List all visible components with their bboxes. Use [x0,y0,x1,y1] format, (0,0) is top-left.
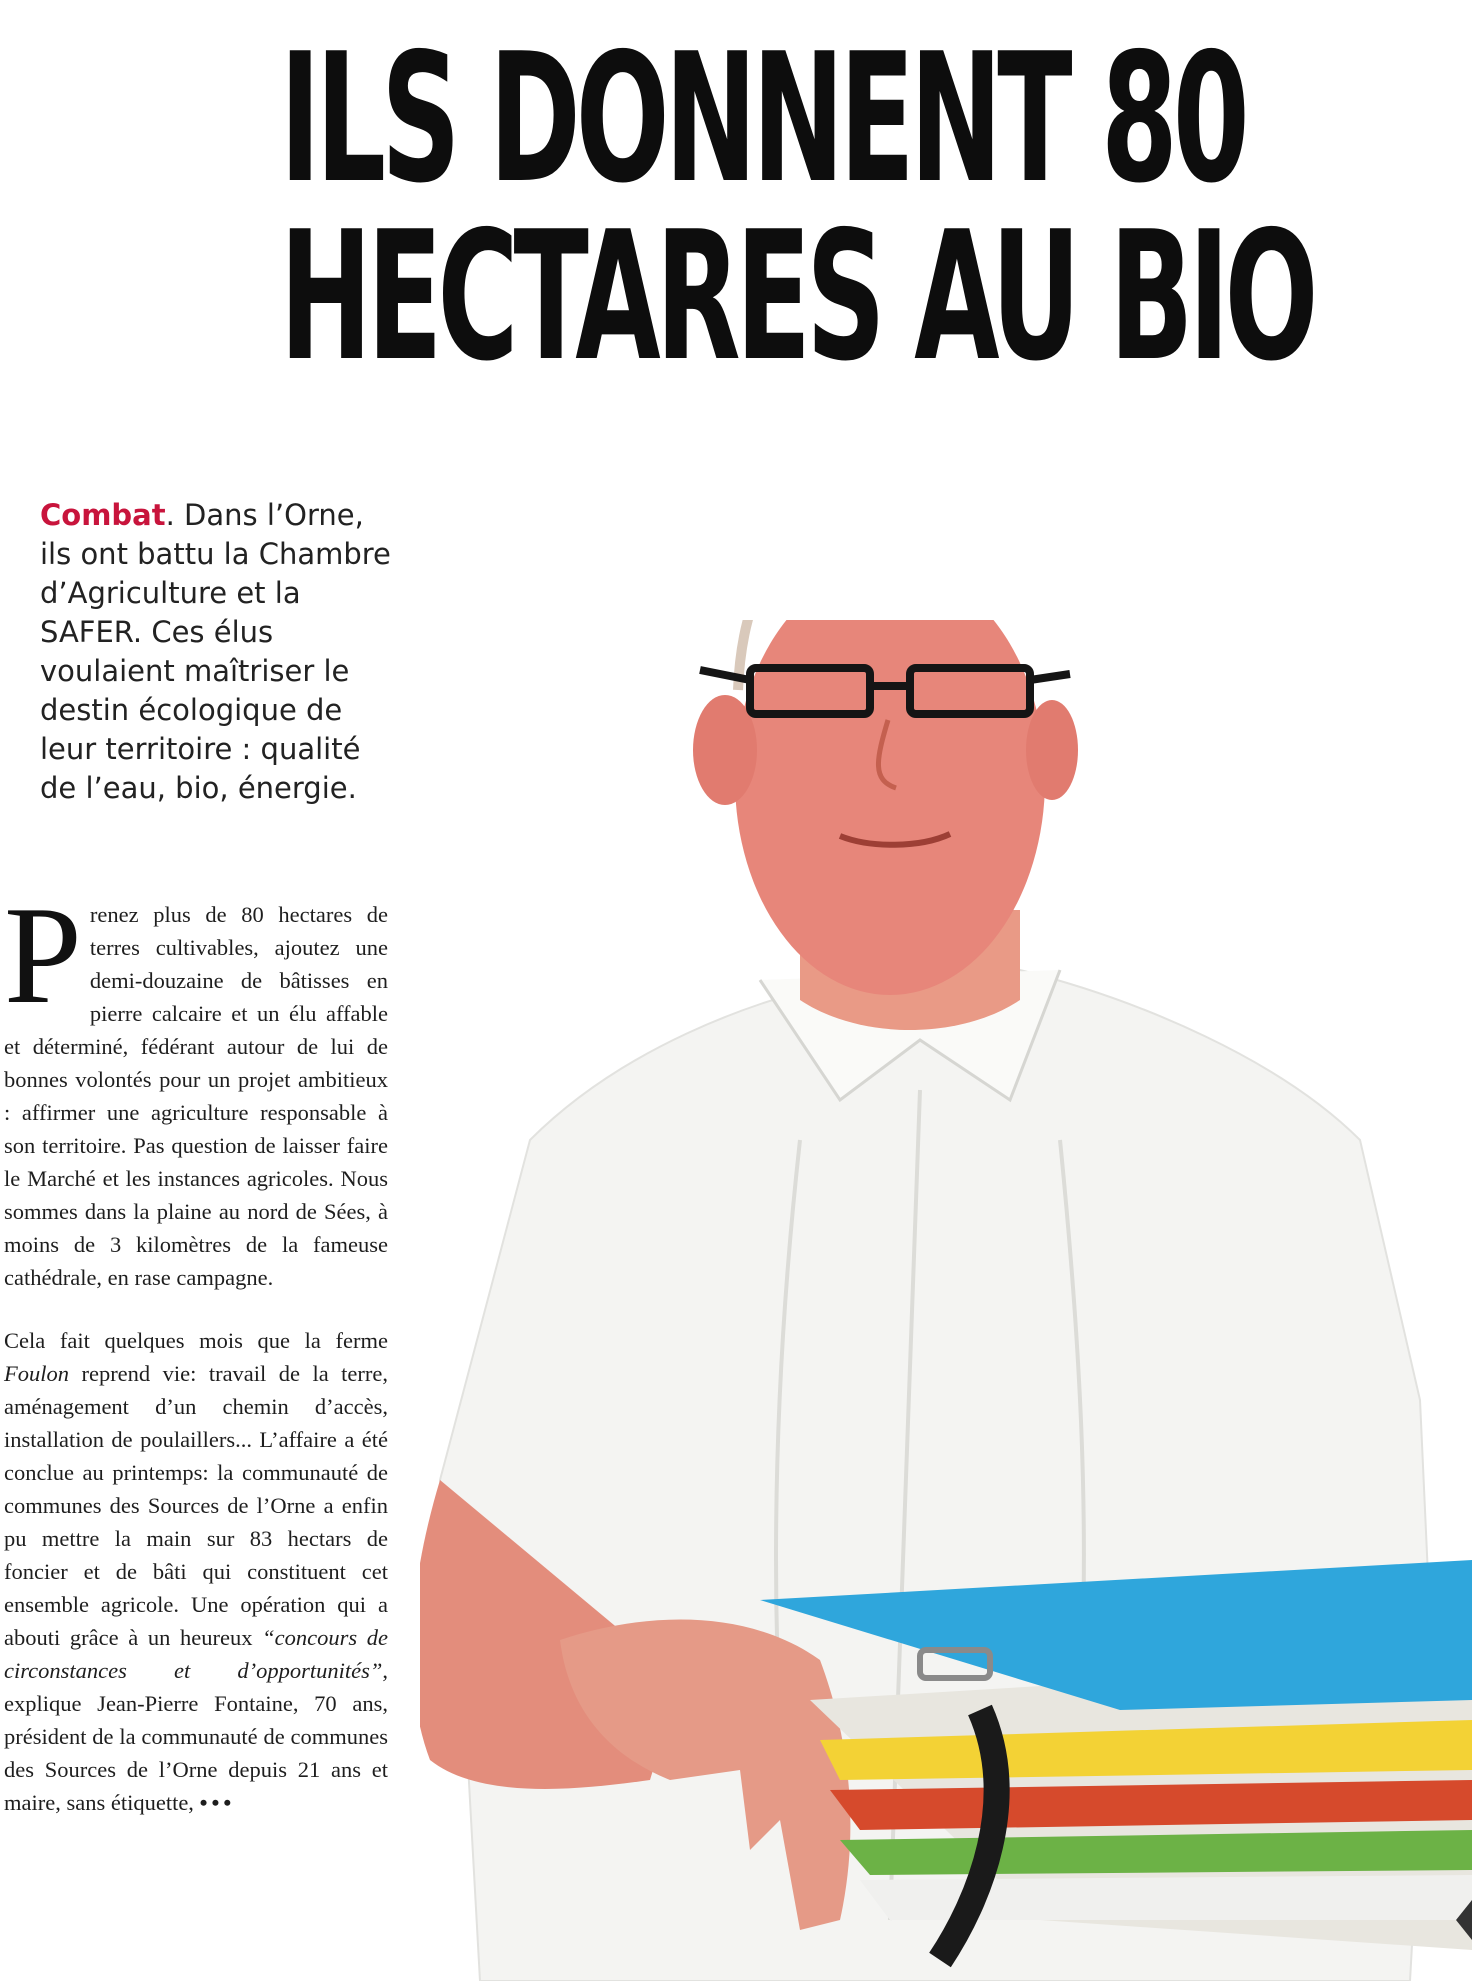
paragraph-2-text-c: , explique Jean-Pierre Fontaine, 70 ans, président de la communauté de communes des Sources de l’Orne depuis 21 ans et maire, sans étiquette, [4,1658,388,1815]
intro-lede [40,496,400,808]
paragraph-2 [4,1324,388,1819]
farm-name: Foulon [4,1361,69,1386]
paragraph-2-text-b: reprend vie: travail de la terre, aménagement d’un chemin d’accès, installation de poulaillers... L’affaire a été conclue au printemps: la communauté de communes des Sources de l’Orne a enfin pu mettre la main sur 83 hectars de foncier et de bâti qui constituent cet ensemble agricole. Une opération qui a abouti grâce à un heureux [4,1361,388,1650]
intro-text: . Dans l’Orne, ils ont battu la Chambre d’Agriculture et la SAFER. Ces élus voulaient maîtriser le destin écologique de leur territoire : qualité de l’eau, bio, énergie. [40,498,391,805]
headline-line-2: HECTARES AU BIO [279,193,1314,400]
drop-cap: P [4,878,82,1033]
kicker: Combat [40,498,166,532]
continue-dots: ••• [199,1790,236,1815]
headline-line-1: ILS DONNENT 80 [279,15,1245,222]
paragraph-1-text: renez plus de 80 hectares de terres cultivables, ajoutez une demi-douzaine de bâtisses en pierre calcaire et un élu affable et déterminé, fédérant autour de lui de bonnes volontés pour un projet ambitieux : affirmer une agriculture responsable à son territoire. Pas question de laisser faire le Marché et les instances agricoles. Nous sommes dans la plaine au nord de Sées, à moins de 3 kilomètres de la fameuse cathédrale, en rase campagne. [4,902,388,1290]
right-ear [1026,700,1078,800]
paragraph-2-text-a: Cela fait quelques mois que la ferme [4,1328,388,1353]
next-page-arrow-icon [1456,1900,1472,1940]
portrait-photo [420,620,1472,1981]
quote: “concours de circonstances et d’opportunités” [4,1625,388,1683]
headline [279,15,1314,400]
article-body [4,878,388,1819]
paragraph-1 [4,878,388,1294]
